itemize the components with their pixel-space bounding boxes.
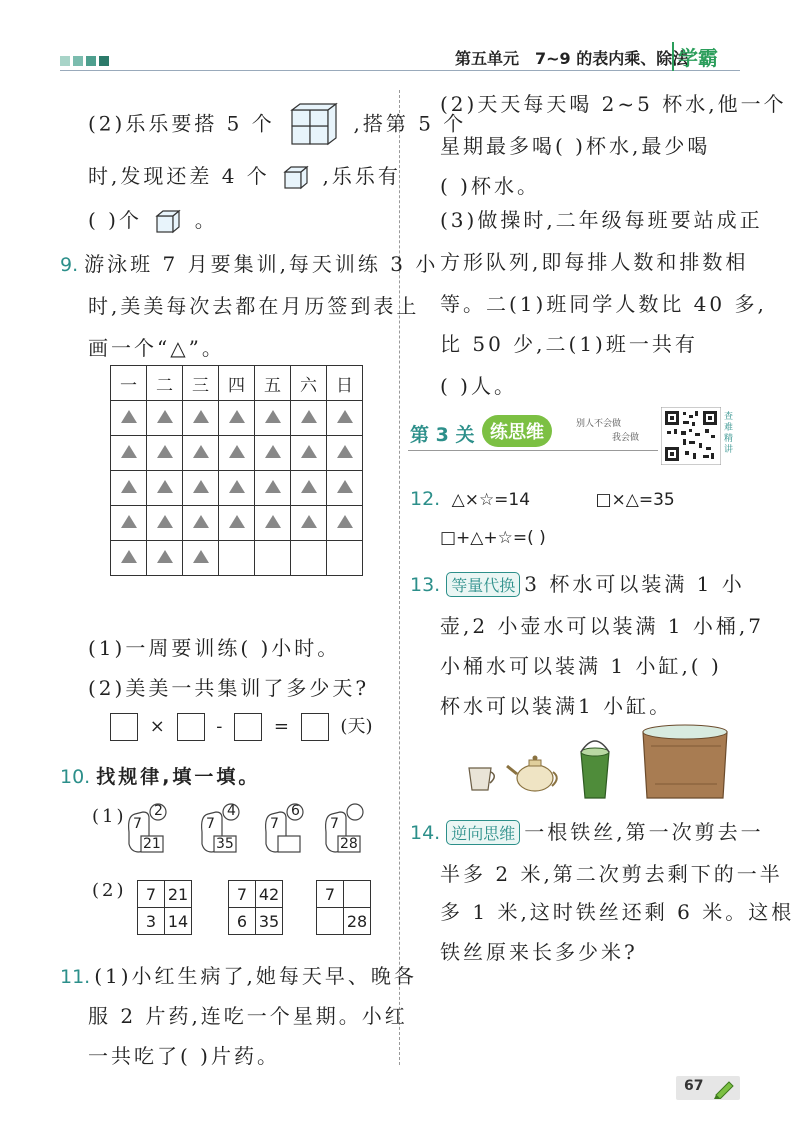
grid-cell[interactable] — [344, 881, 371, 908]
q8-line2: 时,发现还差 4 个 ,乐乐有 — [88, 160, 401, 191]
triangle-mark-icon — [121, 445, 137, 458]
triangle-mark-icon — [193, 550, 209, 563]
calendar-cell — [219, 436, 255, 471]
page-number: 67 — [684, 1078, 704, 1094]
calendar-cell — [183, 401, 219, 436]
triangle-mark-icon — [229, 480, 245, 493]
calendar-cell — [183, 471, 219, 506]
hand-bottom-value: 28 — [340, 836, 358, 852]
q9-sub2: (2)美美一共集训了多少天? — [88, 676, 370, 700]
triangle-mark-icon — [193, 410, 209, 423]
triangle-mark-icon — [157, 445, 173, 458]
triangle-mark-icon — [337, 410, 353, 423]
q10-title: 10. 找规律,填一填。 — [60, 766, 261, 788]
pencil-icon — [712, 1077, 736, 1099]
triangle-mark-icon — [265, 445, 281, 458]
triangle-mark-icon — [265, 410, 281, 423]
q12-line2: □+△+☆=( ) — [440, 528, 546, 548]
level-prefix: 第 3 关 — [410, 424, 475, 446]
calendar-cell — [111, 401, 147, 436]
calendar-cell — [219, 506, 255, 541]
q11-p2-line2: 星期最多喝( )杯水,最少喝 — [440, 134, 711, 158]
calendar-cell — [255, 506, 291, 541]
calendar-cell — [147, 471, 183, 506]
container-illustration — [465, 720, 745, 802]
header-rule — [60, 70, 740, 71]
calendar-cell — [147, 541, 183, 576]
hand-top-value: 2 — [154, 803, 163, 819]
hand-left-value: 7 — [270, 816, 279, 832]
calendar-cell — [291, 436, 327, 471]
number-grid — [228, 880, 283, 935]
grid-cell: 14 — [165, 908, 192, 935]
q8-line1: (2)乐乐要搭 5 个 ,搭第 5 个 — [88, 102, 466, 148]
q9-line1: 9. 游泳班 7 月要集训,每天训练 3 小 — [60, 252, 439, 276]
q8-line3: ( )个 。 — [88, 204, 218, 235]
q14-line1: 14. 逆向思维 一根铁丝,第一次剪去一 — [410, 820, 764, 844]
calendar-row — [111, 436, 363, 471]
calendar-cell — [291, 471, 327, 506]
hand-card — [322, 802, 366, 852]
calendar-row — [111, 471, 363, 506]
q13-tag: 等量代换 — [446, 572, 520, 597]
qr-label: 查难精讲 — [724, 412, 734, 455]
level-note1: 别人不会做 — [576, 419, 622, 429]
grid-cell: 7 — [229, 881, 256, 908]
calendar-cell — [291, 541, 327, 576]
hand-left-value: 7 — [206, 816, 215, 832]
q9-sub1: (1)一周要训练( )小时。 — [88, 636, 341, 660]
calendar-cell — [111, 506, 147, 541]
weekday-cell: 四 — [219, 366, 255, 401]
grid-cell: 28 — [344, 908, 371, 935]
calendar-cell — [183, 541, 219, 576]
triangle-mark-icon — [121, 410, 137, 423]
q11-p2-line3: ( )杯水。 — [440, 174, 540, 198]
brand-logo: 学霸 — [672, 42, 718, 71]
calendar-cell — [147, 401, 183, 436]
cube-icon — [155, 209, 181, 235]
calendar-cell — [327, 471, 363, 506]
triangle-mark-icon — [301, 445, 317, 458]
calendar-cell — [111, 436, 147, 471]
hand-top-value: 6 — [291, 803, 300, 819]
grid-cell: 35 — [256, 908, 283, 935]
weekday-cell: 五 — [255, 366, 291, 401]
weekday-cell: 二 — [147, 366, 183, 401]
calendar-cell — [111, 471, 147, 506]
hand-bottom-value: 21 — [143, 836, 161, 852]
grid-cell: 6 — [229, 908, 256, 935]
q10-part1-label: (1) — [92, 806, 127, 827]
calendar-cell — [291, 506, 327, 541]
vat-icon — [643, 725, 727, 798]
triangle-mark-icon — [193, 445, 209, 458]
triangle-mark-icon — [157, 515, 173, 528]
hand-left-value: 7 — [133, 816, 142, 832]
equals-sign: = — [273, 716, 289, 737]
bucket-icon — [581, 741, 609, 798]
q13-line1: 13. 等量代换 3 杯水可以装满 1 小 — [410, 572, 745, 596]
answer-box[interactable] — [234, 713, 262, 741]
calendar-cell — [219, 401, 255, 436]
q14-tag: 逆向思维 — [446, 820, 520, 845]
cup-icon — [469, 768, 494, 790]
q9-line3: 画一个“△”。 — [88, 336, 225, 360]
q11-p1-line1: 11. (1)小红生病了,她每天早、晚各 — [60, 964, 417, 988]
calendar-cell — [327, 506, 363, 541]
q11-p3-line1: (3)做操时,二年级每班要站成正 — [440, 208, 763, 232]
triangle-mark-icon — [265, 480, 281, 493]
grid-cell: 42 — [256, 881, 283, 908]
hand-card — [262, 802, 306, 852]
q11-p1-line3: 一共吃了( )片药。 — [88, 1044, 280, 1068]
triangle-mark-icon — [337, 480, 353, 493]
calendar-row — [111, 541, 363, 576]
answer-box[interactable] — [177, 713, 205, 741]
calendar-cell — [147, 436, 183, 471]
level-banner — [408, 410, 738, 466]
cube-icon — [283, 165, 309, 191]
weekday-cell: 六 — [291, 366, 327, 401]
q11-p3-line2: 方形队列,即每排人数和排数相 — [440, 250, 749, 274]
triangle-mark-icon — [121, 515, 137, 528]
answer-box[interactable] — [110, 713, 138, 741]
answer-box[interactable] — [301, 713, 329, 741]
weekday-cell: 一 — [111, 366, 147, 401]
triangle-mark-icon — [193, 515, 209, 528]
hand-card — [198, 802, 242, 852]
hand-top-value: 4 — [227, 803, 236, 819]
unit-label: (天) — [340, 716, 373, 737]
hand-card — [125, 802, 169, 852]
q10-part2-label: (2) — [92, 880, 127, 901]
qr-code-icon[interactable] — [661, 407, 721, 465]
calendar-header-row — [111, 366, 363, 401]
calendar-cell — [183, 506, 219, 541]
triangle-mark-icon — [229, 410, 245, 423]
q9-line2: 时,美美每次去都在月历签到表上 — [88, 294, 420, 318]
triangle-mark-icon — [265, 515, 281, 528]
calendar-cell — [327, 436, 363, 471]
triangle-mark-icon — [301, 515, 317, 528]
triangle-mark-icon — [301, 480, 317, 493]
minus-sign: - — [216, 716, 223, 737]
number-grid — [316, 880, 371, 935]
weekday-cell: 日 — [327, 366, 363, 401]
q9-equation — [110, 712, 372, 741]
triangle-mark-icon — [157, 550, 173, 563]
q11-p3-line3: 等。二(1)班同学人数比 40 多, — [440, 292, 767, 316]
calendar-cell — [183, 436, 219, 471]
header-unit: 第五单元 — [455, 49, 520, 68]
attendance-calendar — [110, 365, 363, 576]
q11-p3-line4: 比 50 少,二(1)班一共有 — [440, 332, 698, 356]
calendar-row — [111, 401, 363, 436]
calendar-cell — [111, 541, 147, 576]
weekday-cell: 三 — [183, 366, 219, 401]
hand-bottom-value: 35 — [216, 836, 234, 852]
q14-line2: 半多 2 米,第二次剪去剩下的一半 — [440, 862, 783, 886]
q11-p3-line5: ( )人。 — [440, 374, 517, 398]
q11-p2-line1: (2)天天每天喝 2~5 杯水,他一个 — [440, 92, 787, 116]
q12-line1: 12. △×☆=14 □×△=35 — [410, 488, 675, 510]
grid-cell[interactable] — [317, 908, 344, 935]
calendar-cell — [255, 541, 291, 576]
grid-cell: 7 — [317, 881, 344, 908]
level-badge: 练思维 — [482, 415, 552, 447]
teapot-icon — [507, 756, 557, 792]
calendar-cell — [219, 471, 255, 506]
calendar-cell — [255, 436, 291, 471]
calendar-cell — [255, 401, 291, 436]
calendar-cell — [147, 506, 183, 541]
triangle-mark-icon — [337, 515, 353, 528]
number-grid — [137, 880, 192, 935]
q11-p1-line2: 服 2 片药,连吃一个星期。小红 — [88, 1004, 408, 1028]
calendar-cell — [327, 541, 363, 576]
triangle-mark-icon — [193, 480, 209, 493]
column-divider — [399, 90, 400, 1065]
q13-line3: 小桶水可以装满 1 小缸,( ) — [440, 654, 722, 678]
triangle-mark-icon — [121, 550, 137, 563]
page-number-tab — [676, 1076, 740, 1100]
triangle-mark-icon — [229, 515, 245, 528]
grid-cell: 21 — [165, 881, 192, 908]
level-note2: 我会做 — [612, 433, 640, 443]
triangle-mark-icon — [337, 445, 353, 458]
grid-cell: 3 — [138, 908, 165, 935]
cube-stack-icon — [288, 102, 340, 148]
triangle-mark-icon — [229, 445, 245, 458]
calendar-cell — [291, 401, 327, 436]
calendar-cell — [219, 541, 255, 576]
header-topic: 7~9 的表内乘、除法 — [535, 49, 689, 68]
calendar-row — [111, 506, 363, 541]
triangle-mark-icon — [157, 480, 173, 493]
q13-line2: 壶,2 小壶水可以装满 1 小桶,7 — [440, 614, 764, 638]
grid-cell: 7 — [138, 881, 165, 908]
calendar-cell — [255, 471, 291, 506]
triangle-mark-icon — [301, 410, 317, 423]
calendar-cell — [327, 401, 363, 436]
q14-line4: 铁丝原来长多少米? — [440, 940, 638, 964]
q13-line4: 杯水可以装满1 小缸。 — [440, 694, 673, 718]
triangle-mark-icon — [157, 410, 173, 423]
times-sign: × — [149, 716, 165, 737]
q14-line3: 多 1 米,这时铁丝还剩 6 米。这根 — [440, 900, 795, 924]
triangle-mark-icon — [121, 480, 137, 493]
hand-left-value: 7 — [330, 816, 339, 832]
